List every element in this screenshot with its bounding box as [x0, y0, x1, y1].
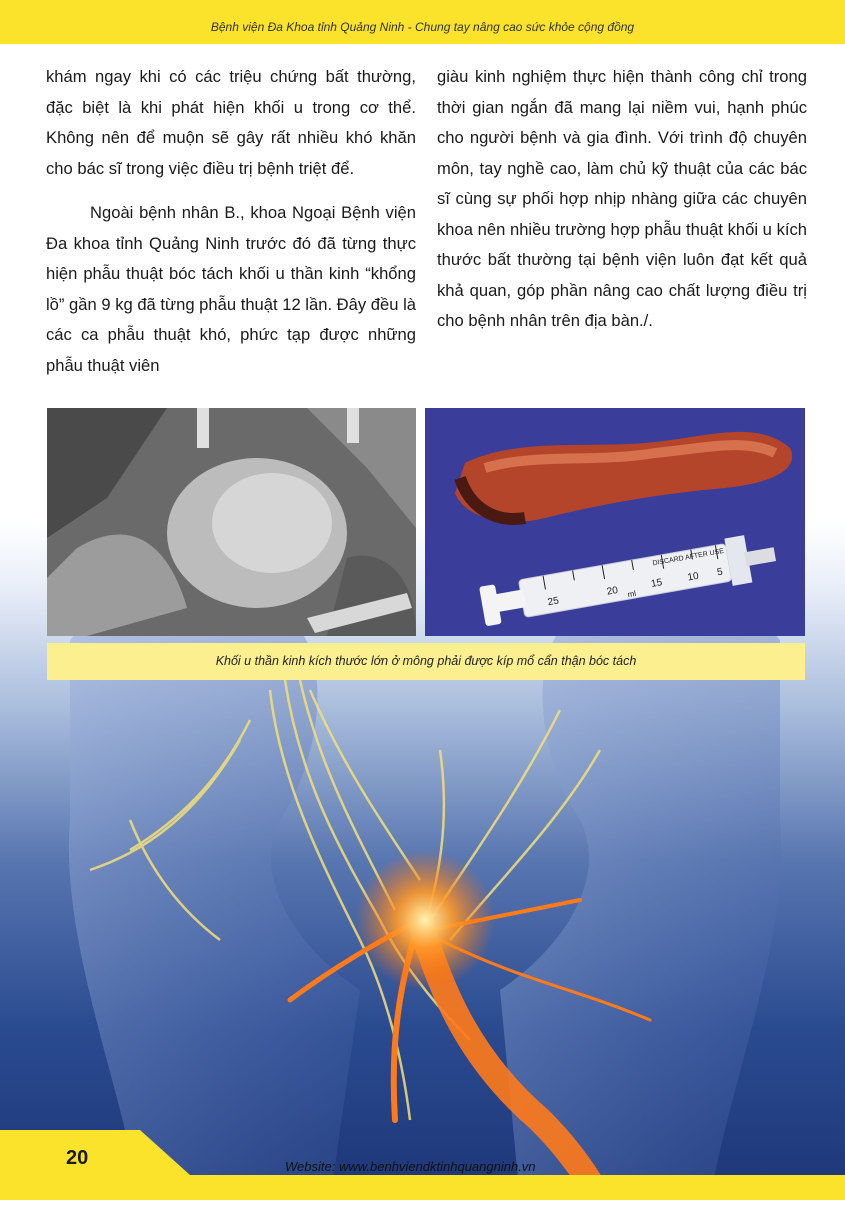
tumor-specimen-photo	[425, 408, 805, 636]
syringe-mark-20: 20	[605, 584, 619, 598]
syringe-mark-10: 10	[686, 570, 700, 584]
surgery-photo-svg	[47, 408, 416, 636]
syringe-mark-25: 25	[546, 595, 560, 609]
article-column-left	[46, 62, 416, 395]
surgery-photo	[47, 408, 416, 636]
photo-caption: Khối u thần kinh kích thước lớn ở mông phải được kíp mổ cẩn thận bóc tách	[215, 654, 637, 668]
left-paragraph-1: khám ngay khi có các triệu chứng bất thường, đặc biệt là khi phát hiện khối u trong cơ thể. Không nên để muộn sẽ gây rất nhiều khó khăn cho bác sĩ trong việc điều trị bệnh triệt để.	[46, 67, 416, 178]
syringe-label: DISCARD AFTER USE	[652, 547, 725, 568]
right-paragraph-1: giàu kinh nghiệm thực hiện thành công chỉ trong thời gian ngắn đã mang lại niềm vui, hạnh phúc cho người bệnh và gia đình. Với trình độ chuyên môn, tay nghề cao, làm chủ kỹ thuật của các bác sĩ cùng sự phối hợp nhịp nhàng giữa các chuyên khoa nên nhiều trường hợp phẫu thuật khối u kích thước bất thường tại bệnh viện luôn đạt kết quả khả quan, góp phần nâng cao chất lượng điều trị cho bệnh nhân trên địa bàn./.	[437, 67, 807, 330]
left-paragraph-2: Ngoài bệnh nhân B., khoa Ngoại Bệnh viện Đa khoa tỉnh Quảng Ninh trước đó đã từng thực hiện phẫu thuật bóc tách khối u thần kinh “khổng lồ” gần 9 kg đã từng phẫu thuật 12 lần. Đây đều là các ca phẫu thuật khó, phức tạp được những phẫu thuật viên	[46, 203, 416, 375]
article-column-right	[437, 62, 807, 351]
syringe-units: ml	[626, 588, 637, 600]
website-link[interactable]: Website: www.benhviendktinhquangninh.vn	[285, 1159, 536, 1174]
syringe-mark-5: 5	[716, 566, 724, 579]
page-number: 20	[66, 1147, 89, 1169]
header-divider	[0, 38, 845, 44]
photo-caption-box	[47, 643, 805, 680]
nerve-glow	[355, 850, 495, 990]
tumor-specimen-svg	[425, 408, 805, 636]
syringe-mark-15: 15	[650, 577, 664, 590]
header-title: Bệnh viện Đa Khoa tỉnh Quảng Ninh - Chung tay nâng cao sức khỏe cộng đồng	[210, 20, 635, 34]
